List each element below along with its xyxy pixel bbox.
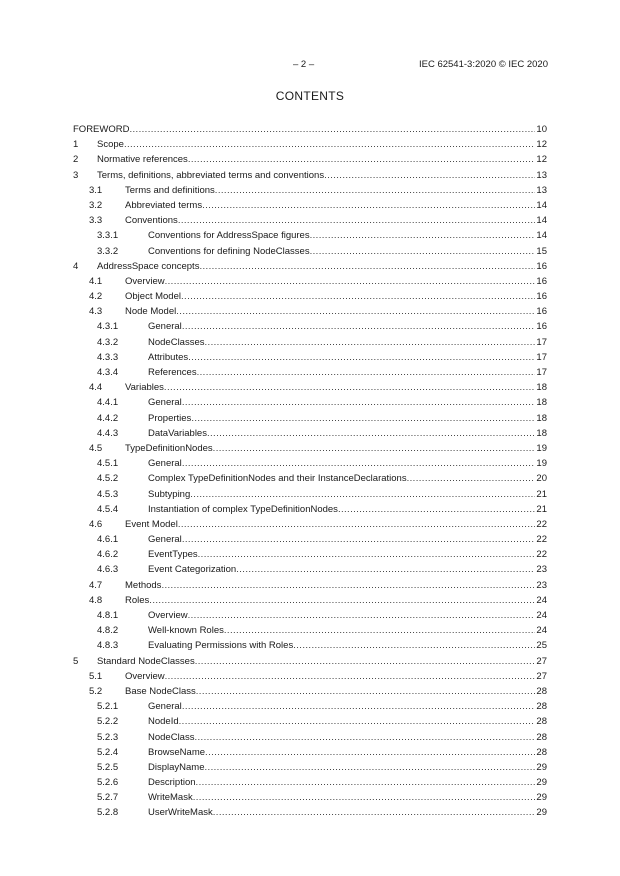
toc-entry[interactable] xyxy=(73,319,547,334)
toc-entry-page: 27 xyxy=(536,655,547,667)
dot-leader xyxy=(179,714,536,729)
toc-entry[interactable] xyxy=(73,244,547,259)
toc-entry-page: 28 xyxy=(536,731,547,743)
toc-entry-page: 16 xyxy=(536,260,547,272)
toc-entry[interactable] xyxy=(73,517,547,532)
toc-entry-page: 12 xyxy=(536,139,547,151)
toc-entry[interactable] xyxy=(73,699,547,714)
toc-entry-label: DisplayName xyxy=(148,760,205,775)
dot-leader xyxy=(199,259,535,274)
toc-entry[interactable] xyxy=(73,684,547,699)
toc-entry-number: 4.8 xyxy=(89,594,103,606)
toc-entry[interactable] xyxy=(73,730,547,745)
toc-entry-label: FOREWORD xyxy=(73,122,129,137)
toc-entry-label: General xyxy=(148,319,182,334)
toc-entry-page: 29 xyxy=(536,777,547,789)
toc-entry-number: 4.8.1 xyxy=(97,610,119,621)
toc-entry[interactable] xyxy=(73,274,547,289)
toc-entry-number: 3.3 xyxy=(89,215,103,227)
dot-leader xyxy=(149,593,535,608)
dot-leader xyxy=(188,608,536,623)
toc-entry[interactable] xyxy=(73,380,547,395)
toc-entry-page: 17 xyxy=(536,351,547,363)
toc-entry[interactable] xyxy=(73,775,547,790)
dot-leader xyxy=(236,562,535,577)
toc-entry-number: 4.2 xyxy=(89,291,103,303)
toc-entry[interactable] xyxy=(73,760,547,775)
dot-leader xyxy=(213,805,536,820)
dot-leader xyxy=(205,335,536,350)
toc-entry-number: 4.8.2 xyxy=(97,625,119,637)
toc-entry-label: Node Model xyxy=(125,304,176,319)
toc-entry[interactable] xyxy=(73,365,547,380)
dot-leader xyxy=(194,730,535,745)
dot-leader xyxy=(182,699,536,714)
toc-entry-page: 17 xyxy=(536,367,547,378)
dot-leader xyxy=(195,654,536,669)
toc-entry-number: 3.1 xyxy=(89,184,103,196)
toc-entry-number: 3 xyxy=(73,169,79,181)
dot-leader xyxy=(196,775,536,790)
toc-entry-number: 4.5.1 xyxy=(97,458,119,470)
toc-entry-label: Variables xyxy=(125,380,164,395)
toc-entry[interactable] xyxy=(73,487,547,502)
toc-entry[interactable] xyxy=(73,395,547,410)
toc-entry-label: General xyxy=(148,395,182,410)
toc-entry-label: General xyxy=(148,699,182,714)
toc-entry[interactable] xyxy=(73,669,547,684)
toc-entry-page: 27 xyxy=(536,670,547,682)
toc-entry[interactable] xyxy=(73,547,547,562)
toc-entry-label: BrowseName xyxy=(148,745,205,760)
toc-entry-number: 5.2.2 xyxy=(97,716,119,728)
toc-entry[interactable] xyxy=(73,608,547,623)
toc-entry-label: Roles xyxy=(125,593,149,608)
toc-entry[interactable] xyxy=(73,593,547,608)
toc-entry-label: Evaluating Permissions with Roles xyxy=(148,638,293,653)
dot-leader xyxy=(205,760,536,775)
toc-entry-page: 16 xyxy=(536,306,547,318)
toc-entry-page: 17 xyxy=(536,336,547,348)
toc-entry[interactable] xyxy=(73,350,547,365)
toc-entry[interactable] xyxy=(73,183,547,198)
toc-entry-label: NodeClass xyxy=(148,730,194,745)
toc-entry-page: 19 xyxy=(536,458,547,470)
toc-entry-page: 15 xyxy=(536,245,547,257)
toc-entry[interactable] xyxy=(73,578,547,593)
toc-entry-number: 5.2.8 xyxy=(97,807,119,819)
toc-entry-number: 4.4.1 xyxy=(97,397,119,409)
toc-entry[interactable] xyxy=(73,562,547,577)
toc-entry[interactable] xyxy=(73,198,547,213)
toc-entry-label: Event Categorization xyxy=(148,562,236,577)
dot-leader xyxy=(182,532,536,547)
toc-entry[interactable] xyxy=(73,335,547,350)
toc-entry-label: TypeDefinitionNodes xyxy=(125,441,213,456)
dot-leader xyxy=(191,411,535,426)
toc-entry[interactable] xyxy=(73,137,547,152)
toc-entry[interactable] xyxy=(73,471,547,486)
toc-entry-label: Conventions for AddressSpace figures xyxy=(148,228,310,243)
toc-entry-page: 14 xyxy=(536,215,547,227)
toc-entry-label: Methods xyxy=(125,578,161,593)
toc-entry-page: 22 xyxy=(536,549,547,561)
dot-leader xyxy=(188,152,536,167)
dot-leader xyxy=(164,380,536,395)
dot-leader xyxy=(165,669,536,684)
toc-entry-label: NodeId xyxy=(148,714,179,729)
toc-entry-label: Attributes xyxy=(148,350,188,365)
dot-leader xyxy=(124,137,535,152)
toc-entry-label: Object Model xyxy=(125,289,181,304)
toc-entry[interactable] xyxy=(73,502,547,517)
toc-entry[interactable] xyxy=(73,532,547,547)
toc-entry[interactable] xyxy=(73,456,547,471)
toc-entry-page: 12 xyxy=(536,154,547,166)
toc-entry-label: Scope xyxy=(97,137,124,152)
dot-leader xyxy=(196,684,536,699)
dot-leader xyxy=(188,350,535,365)
toc-entry-number: 3.3.1 xyxy=(97,230,119,242)
toc-entry-page: 28 xyxy=(536,685,547,697)
toc-entry-page: 18 xyxy=(536,427,547,439)
dot-leader xyxy=(182,319,536,334)
toc-entry-number: 5.2.1 xyxy=(97,701,119,713)
page-number: – 2 – xyxy=(293,59,315,70)
toc-entry-number: 4.6 xyxy=(89,518,103,530)
toc-entry-page: 24 xyxy=(536,610,547,621)
toc-entry[interactable] xyxy=(73,805,547,820)
toc-entry-label: Description xyxy=(148,775,196,790)
toc-entry-page: 23 xyxy=(536,564,547,576)
dot-leader xyxy=(310,228,536,243)
toc-entry-label: Conventions for defining NodeClasses xyxy=(148,244,310,259)
dot-leader xyxy=(215,183,536,198)
toc-entry[interactable] xyxy=(73,745,547,760)
toc-entry-number: 4.6.1 xyxy=(97,534,119,546)
toc-entry-label: Abbreviated terms xyxy=(125,198,202,213)
toc-entry-number: 4.5.4 xyxy=(97,503,119,515)
dot-leader xyxy=(161,578,535,593)
toc-entry-label: Terms, definitions, abbreviated terms and conventions xyxy=(97,168,324,183)
toc-entry-label: Subtyping xyxy=(148,487,190,502)
dot-leader xyxy=(207,426,535,441)
dot-leader xyxy=(213,441,536,456)
dot-leader xyxy=(193,790,536,805)
toc-entry-page: 25 xyxy=(536,640,547,652)
toc-entry-label: DataVariables xyxy=(148,426,207,441)
toc-entry-number: 4.3.1 xyxy=(97,321,119,333)
toc-entry-label: Standard NodeClasses xyxy=(97,654,195,669)
toc-entry-label: Base NodeClass xyxy=(125,684,196,699)
dot-leader xyxy=(181,289,535,304)
dot-leader xyxy=(190,487,535,502)
toc-entry-number: 4.3.3 xyxy=(97,351,119,363)
dot-leader xyxy=(202,198,535,213)
toc-entry-page: 13 xyxy=(536,184,547,196)
toc-entry-page: 16 xyxy=(536,321,547,333)
page-title: CONTENTS xyxy=(275,89,345,103)
toc-entry-page: 24 xyxy=(536,625,547,637)
toc-entry-number: 5.2.5 xyxy=(97,761,119,773)
toc-entry-page: 13 xyxy=(536,169,547,181)
toc-entry[interactable] xyxy=(73,623,547,638)
dot-leader xyxy=(224,623,536,638)
toc-entry[interactable] xyxy=(73,289,547,304)
toc-entry-page: 21 xyxy=(536,488,547,500)
toc-entry-page: 28 xyxy=(536,716,547,728)
toc-entry-label: Conventions xyxy=(125,213,178,228)
toc-entry-page: 18 xyxy=(536,397,547,409)
dot-leader xyxy=(310,244,536,259)
dot-leader xyxy=(293,638,535,653)
dot-leader xyxy=(165,274,536,289)
toc-entry-page: 29 xyxy=(536,807,547,819)
toc-entry-number: 4.6.3 xyxy=(97,564,119,576)
dot-leader xyxy=(197,365,536,380)
toc-entry-number: 3.3.2 xyxy=(97,245,119,257)
toc-entry-label: Complex TypeDefinitionNodes and their InstanceDeclarations xyxy=(148,471,407,486)
toc-entry-label: References xyxy=(148,365,197,380)
toc-entry-number: 4.3 xyxy=(89,306,103,318)
toc-entry-number: 5 xyxy=(73,655,79,667)
toc-entry-label: WriteMask xyxy=(148,790,193,805)
toc-entry-number: 4.8.3 xyxy=(97,640,119,652)
toc-entry-label: Instantiation of complex TypeDefinitionNodes xyxy=(148,502,338,517)
toc-entry-page: 22 xyxy=(536,518,547,530)
toc-entry-label: AddressSpace concepts xyxy=(97,259,199,274)
toc-entry-number: 4.6.2 xyxy=(97,549,119,561)
toc-entry-page: 24 xyxy=(536,594,547,606)
toc-entry-label: Overview xyxy=(125,669,165,684)
table-of-contents xyxy=(73,122,547,821)
toc-entry-page: 14 xyxy=(536,199,547,211)
toc-entry[interactable] xyxy=(73,411,547,426)
toc-entry-number: 5.1 xyxy=(89,670,103,682)
toc-entry-number: 4.4 xyxy=(89,382,103,394)
toc-entry-label: General xyxy=(148,456,182,471)
toc-entry-number: 4.3.4 xyxy=(97,367,119,378)
toc-entry-number: 4.5 xyxy=(89,442,103,454)
dot-leader xyxy=(407,471,536,486)
dot-leader xyxy=(324,168,535,183)
dot-leader xyxy=(178,517,536,532)
toc-entry-label: UserWriteMask xyxy=(148,805,213,820)
toc-entry-label: General xyxy=(148,532,182,547)
toc-entry[interactable] xyxy=(73,213,547,228)
toc-entry-page: 28 xyxy=(536,746,547,758)
dot-leader xyxy=(176,304,535,319)
toc-entry[interactable] xyxy=(73,714,547,729)
toc-entry[interactable] xyxy=(73,168,547,183)
dot-leader xyxy=(182,395,536,410)
toc-entry[interactable] xyxy=(73,152,547,167)
toc-entry-page: 28 xyxy=(536,701,547,713)
toc-entry-number: 4.4.2 xyxy=(97,412,119,424)
toc-entry-label: Properties xyxy=(148,411,191,426)
toc-entry[interactable] xyxy=(73,304,547,319)
toc-entry-number: 1 xyxy=(73,139,79,151)
toc-entry-number: 3.2 xyxy=(89,199,103,211)
toc-entry[interactable] xyxy=(73,441,547,456)
toc-entry[interactable] xyxy=(73,790,547,805)
toc-entry[interactable] xyxy=(73,259,547,274)
toc-entry-page: 18 xyxy=(536,412,547,424)
dot-leader xyxy=(178,213,536,228)
toc-entry-page: 29 xyxy=(536,792,547,804)
dot-leader xyxy=(205,745,535,760)
toc-entry-number: 4.7 xyxy=(89,579,103,591)
dot-leader xyxy=(338,502,535,517)
toc-entry[interactable] xyxy=(73,426,547,441)
dot-leader xyxy=(198,547,536,562)
page-header xyxy=(0,59,620,73)
toc-entry-label: EventTypes xyxy=(148,547,198,562)
toc-entry[interactable] xyxy=(73,654,547,669)
toc-entry-number: 2 xyxy=(73,154,79,166)
toc-entry-number: 4.1 xyxy=(89,275,103,287)
toc-entry-label: Normative references xyxy=(97,152,188,167)
toc-entry-number: 5.2.3 xyxy=(97,731,119,743)
toc-entry-page: 16 xyxy=(536,275,547,287)
toc-entry-number: 4.4.3 xyxy=(97,427,119,439)
toc-entry[interactable] xyxy=(73,228,547,243)
toc-entry-number: 4.3.2 xyxy=(97,336,119,348)
toc-entry-label: Well-known Roles xyxy=(148,623,224,638)
toc-entry-number: 5.2.4 xyxy=(97,746,119,758)
toc-entry-page: 23 xyxy=(536,579,547,591)
toc-entry-number: 4.5.3 xyxy=(97,488,119,500)
toc-entry-page: 21 xyxy=(536,503,547,515)
toc-entry-label: NodeClasses xyxy=(148,335,205,350)
dot-leader xyxy=(182,456,536,471)
toc-entry-page: 10 xyxy=(536,124,547,135)
toc-entry-number: 4 xyxy=(73,260,79,272)
toc-entry-number: 5.2.7 xyxy=(97,792,119,804)
toc-entry-page: 16 xyxy=(536,291,547,303)
toc-entry-number: 5.2.6 xyxy=(97,777,119,789)
toc-entry-page: 18 xyxy=(536,382,547,394)
dot-leader xyxy=(129,122,535,137)
toc-entry-number: 5.2 xyxy=(89,685,103,697)
toc-entry-page: 20 xyxy=(536,473,547,485)
toc-entry-number: 4.5.2 xyxy=(97,473,119,485)
toc-entry-label: Terms and definitions xyxy=(125,183,215,198)
toc-entry-page: 29 xyxy=(536,761,547,773)
toc-entry-page: 19 xyxy=(536,442,547,454)
toc-entry-page: 14 xyxy=(536,230,547,242)
toc-entry-label: Event Model xyxy=(125,517,178,532)
standard-reference: IEC 62541-3:2020 © IEC 2020 xyxy=(418,59,548,70)
toc-entry-label: Overview xyxy=(125,274,165,289)
toc-entry-label: Overview xyxy=(148,608,188,623)
toc-entry[interactable] xyxy=(73,638,547,653)
toc-entry[interactable] xyxy=(73,122,547,137)
toc-entry-page: 22 xyxy=(536,534,547,546)
